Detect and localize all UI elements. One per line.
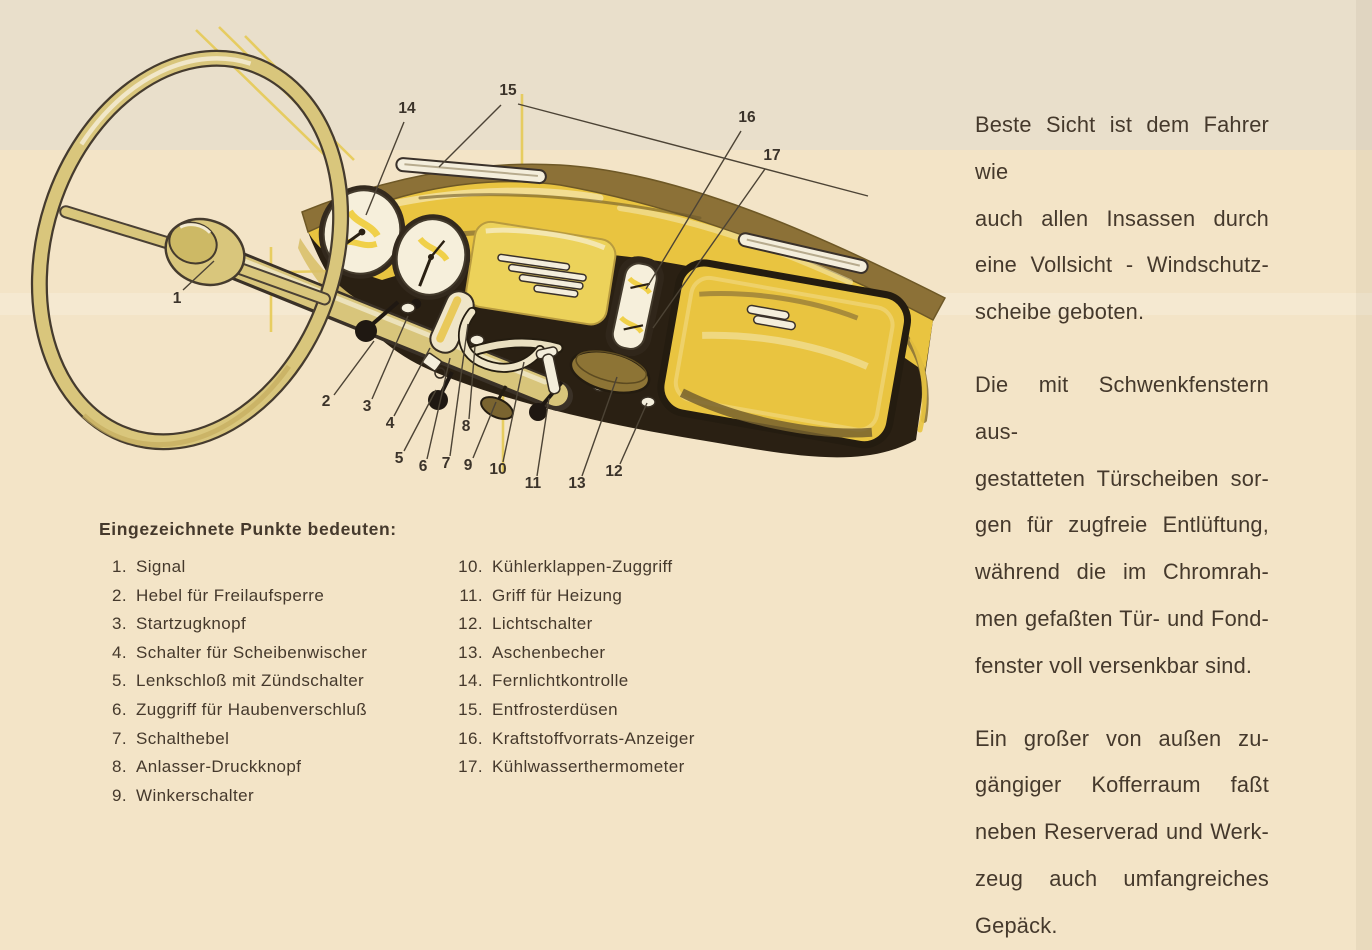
legend-item-number: 14.: [458, 671, 483, 691]
body-text-line: Die mit Schwenkfenstern aus-: [975, 371, 1269, 444]
callout-number: 5: [394, 450, 404, 467]
body-text-line: fenster voll versenkbar sind.: [975, 652, 1253, 678]
legend-item-number: 17.: [458, 757, 483, 777]
legend-item: [455, 610, 759, 639]
legend-item-label: Winkerschalter: [136, 785, 255, 805]
legend-item: [455, 725, 759, 754]
callout-number: 2: [321, 393, 331, 410]
legend-item-number: 10.: [458, 557, 483, 576]
legend-item-number: 16.: [458, 728, 483, 748]
body-text-line: während die im Chromrah-: [975, 559, 1269, 585]
callout-number: 15: [499, 82, 517, 99]
page-edge-shadow: [1356, 0, 1372, 950]
legend-item-label: Entfrosterdüsen: [492, 699, 619, 719]
legend-item-number: 11.: [459, 585, 483, 605]
body-text-line: gestatteten Türscheiben sor-: [975, 465, 1269, 491]
callout-leader-line: [334, 341, 374, 395]
legend-item: [455, 696, 759, 725]
freewheel-lever-knob: [355, 320, 377, 342]
callout-leader-line: [439, 105, 501, 167]
legend-item-label: Kraftstoffvorrats-Anzeiger: [492, 728, 695, 748]
control-knob: [529, 403, 547, 421]
legend-item: [99, 753, 455, 782]
callout-number: 10: [489, 461, 507, 478]
callout-number: 4: [385, 415, 395, 432]
legend-item: [99, 553, 455, 582]
body-text-line: scheibe geboten.: [975, 299, 1145, 325]
legend-item-number: 7.: [112, 728, 127, 748]
body-text-paragraph: [975, 716, 1269, 950]
legend-item-label: Anlasser-Druckknopf: [136, 757, 302, 777]
legend-item: [99, 582, 455, 611]
legend-item: [455, 667, 759, 696]
legend-item: [99, 639, 455, 668]
body-text-line: gängiger Kofferraum faßt: [975, 772, 1269, 798]
legend-item-number: 4.: [112, 642, 127, 662]
callout-number: 11: [524, 475, 542, 492]
legend-item-number: 8.: [112, 757, 127, 777]
legend-item: [99, 696, 455, 725]
legend-item: [455, 753, 759, 782]
legend-item-label: Fernlichtkontrolle: [492, 671, 629, 691]
legend-item-label: Lichtschalter: [492, 614, 593, 634]
legend-item-label: Griff für Heizung: [492, 585, 623, 605]
legend-item-label: Startzugknopf: [136, 614, 247, 634]
callout-number: 14: [398, 100, 416, 117]
legend-item-number: 15.: [458, 699, 483, 719]
body-text-line: Beste Sicht ist dem Fahrer wie: [975, 112, 1269, 184]
legend-item: [99, 725, 455, 754]
legend-item: [99, 667, 455, 696]
legend-item-number: 1.: [112, 557, 127, 576]
body-text: [975, 102, 1269, 950]
legend-item-number: 5.: [112, 671, 127, 691]
legend-columns: [99, 553, 759, 810]
body-text-line: eine Vollsicht - Windschutz-: [975, 252, 1269, 278]
legend-heading: Eingezeichnete Punkte bedeuten:: [99, 519, 397, 539]
legend: [99, 516, 759, 810]
body-text-line: zeug auch umfangreiches: [975, 865, 1269, 891]
legend-item-label: Schalter für Scheibenwischer: [136, 642, 368, 662]
legend-item-number: 2.: [112, 585, 127, 605]
legend-column-left: [99, 553, 455, 810]
callout-number: 9: [463, 457, 473, 474]
body-text-line: Gepäck.: [975, 912, 1058, 938]
callout-number: 7: [441, 455, 451, 472]
callout-number: 3: [362, 398, 372, 415]
legend-item-number: 9.: [112, 785, 127, 805]
legend-item-label: Lenkschloß mit Zündschalter: [136, 671, 365, 691]
callout-number: 12: [605, 463, 623, 480]
legend-item: [455, 553, 759, 582]
body-text-line: Ein großer von außen zu-: [975, 725, 1269, 751]
callout-number: 13: [568, 475, 586, 492]
legend-item-label: Zuggriff für Haubenverschluß: [136, 699, 368, 719]
body-text-paragraph: [975, 362, 1269, 690]
legend-item-label: Hebel für Freilaufsperre: [136, 585, 325, 605]
body-text-line: men gefaßten Tür- und Fond-: [975, 605, 1269, 631]
legend-item-number: 6.: [112, 699, 127, 719]
callout-number: 16: [738, 109, 756, 126]
legend-item: [455, 639, 759, 668]
legend-item: [99, 782, 455, 811]
legend-item-label: Signal: [136, 557, 186, 576]
body-text-line: auch allen Insassen durch: [975, 205, 1269, 231]
body-text-line: neben Reserverad und Werk-: [975, 819, 1269, 845]
callout-number: 17: [763, 147, 781, 164]
callout-number: 8: [461, 418, 471, 435]
dashboard-illustration: [0, 0, 980, 520]
legend-item-label: Kühlwasserthermometer: [492, 757, 685, 777]
steering-wheel: [0, 19, 388, 485]
callout-number: 1: [172, 290, 182, 307]
legend-item-number: 13.: [458, 642, 483, 662]
legend-item-label: Aschenbecher: [492, 642, 606, 662]
body-text-paragraph: [975, 102, 1269, 336]
legend-item-label: Schalthebel: [136, 728, 230, 748]
legend-item-label: Kühlerklappen-Zuggriff: [492, 557, 673, 576]
body-text-line: gen für zugfreie Entlüftung,: [975, 512, 1269, 538]
legend-item: [455, 582, 759, 611]
callout-number: 6: [418, 458, 428, 475]
legend-column-right: [455, 553, 759, 810]
legend-item: [99, 610, 455, 639]
legend-item-number: 3.: [112, 614, 127, 634]
legend-item-number: 12.: [458, 614, 483, 634]
